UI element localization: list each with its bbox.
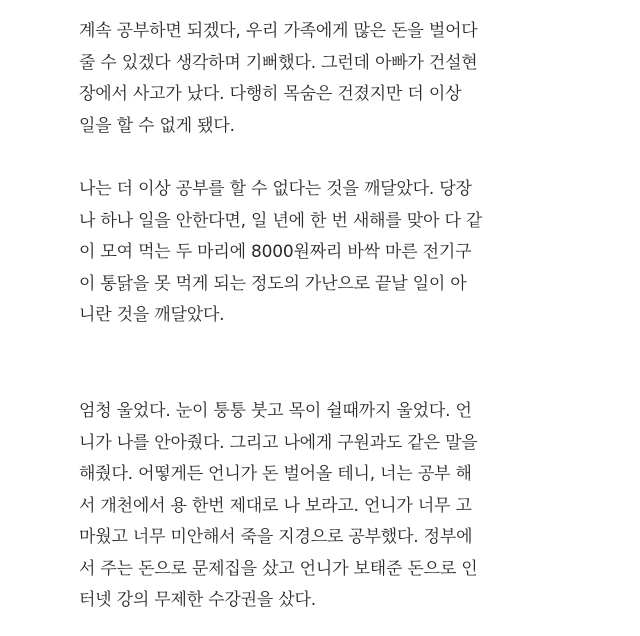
text-line: 엄청 울었다. 눈이 퉁퉁 붓고 목이 쉴때까지 울었다. 언 (79, 401, 472, 421)
text-line: 나는 더 이상 공부를 할 수 없다는 것을 깨달았다. 당장 (79, 179, 472, 199)
paragraph-3 (79, 396, 599, 617)
text-line: 줄 수 있겠다 생각하며 기뻐했다. 그런데 아빠가 건설현 (79, 52, 478, 73)
text-line: 계속 공부하면 되겠다, 우리 가족에게 많은 돈을 벌어다 (79, 21, 478, 41)
text-line: 이 통닭을 못 먹게 되는 정도의 가난으로 끝날 일이 아 (79, 273, 467, 294)
paragraph-2 (79, 174, 599, 332)
text-line: 서 주는 돈으로 문제집을 샀고 언니가 보태준 돈으로 인 (79, 558, 478, 579)
text-line: 해줬다. 어떻게든 언니가 돈 벌어올 테니, 너는 공부 해 (79, 464, 472, 484)
text-line: 터넷 강의 무제한 수강권을 샀다. (79, 590, 316, 610)
text-line: 니가 나를 안아줬다. 그리고 나에게 구원과도 같은 말을 (79, 432, 478, 453)
text-line: 이 모여 먹는 두 마리에 8000원짜리 바싹 마른 전기구 (79, 242, 472, 262)
text-line: 니란 것을 깨달았다. (79, 305, 225, 325)
text-line: 서 개천에서 용 한번 제대로 나 보라고. 언니가 너무 고 (79, 495, 472, 516)
text-line: 나 하나 일을 안한다면, 일 년에 한 번 새해를 맞아 다 같 (79, 210, 483, 231)
text-line: 마웠고 너무 미안해서 죽을 지경으로 공부했다. 정부에 (79, 527, 473, 547)
paragraph-1 (79, 16, 599, 142)
text-line: 장에서 사고가 났다. 다행히 목숨은 건졌지만 더 이상 (79, 84, 462, 104)
text-line: 일을 할 수 없게 됐다. (79, 115, 235, 136)
